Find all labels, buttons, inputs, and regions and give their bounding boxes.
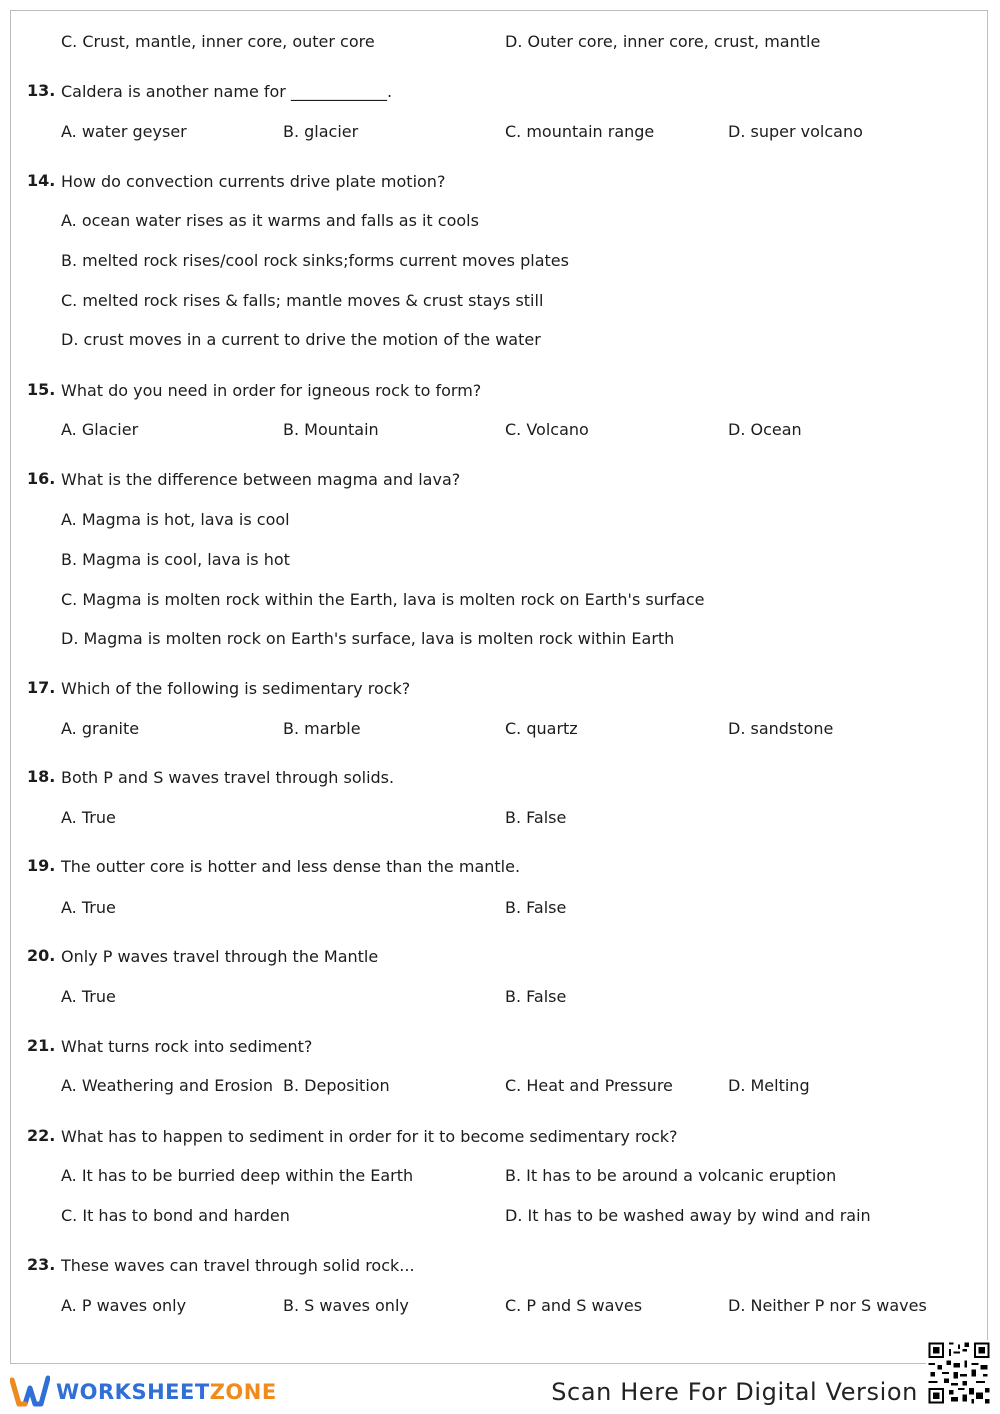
question-text: These waves can travel through solid rock... — [61, 1256, 415, 1275]
option-d: D. Neither P nor S waves — [728, 1296, 927, 1315]
question-number: 15. — [27, 380, 56, 399]
logo-wordmark — [56, 1380, 277, 1404]
option-b: B. melted rock rises/cool rock sinks;forms current moves plates — [61, 251, 569, 270]
question-number: 18. — [27, 767, 56, 786]
option-d: D. super volcano — [728, 122, 863, 141]
option-c: C. quartz — [505, 719, 578, 738]
scan-for-digital-label: Scan Here For Digital Version — [551, 1378, 918, 1406]
option-a: A. Weathering and Erosion — [61, 1076, 274, 1095]
option-b: B. marble — [283, 719, 361, 738]
question-number: 17. — [27, 678, 56, 697]
option-b: B. S waves only — [283, 1296, 409, 1315]
option-a: A. Glacier — [61, 420, 139, 439]
option-a: A. True — [61, 987, 116, 1006]
question-number: 22. — [27, 1126, 56, 1145]
question-number: 23. — [27, 1255, 56, 1274]
question-number: 16. — [27, 469, 56, 488]
option-b: B. Magma is cool, lava is hot — [61, 550, 290, 569]
option-b: B. False — [505, 898, 567, 917]
option-a: A. It has to be burried deep within the Earth — [61, 1166, 414, 1185]
option-b: B. glacier — [283, 122, 359, 141]
option-c: C. Crust, mantle, inner core, outer core — [61, 32, 375, 51]
option-c: C. mountain range — [505, 122, 655, 141]
question-text: Only P waves travel through the Mantle — [61, 947, 379, 966]
question-text: Which of the following is sedimentary rock? — [61, 679, 411, 698]
option-c: C. P and S waves — [505, 1296, 643, 1315]
qr-code-icon[interactable] — [926, 1340, 992, 1406]
option-a: A. Magma is hot, lava is cool — [61, 510, 290, 529]
option-a: A. True — [61, 808, 116, 827]
question-number: 19. — [27, 856, 56, 875]
question-text: Both P and S waves travel through solids. — [61, 768, 395, 787]
option-b: B. Deposition — [283, 1076, 390, 1095]
question-number: 21. — [27, 1036, 56, 1055]
option-c: C. melted rock rises & falls; mantle moves & crust stays still — [61, 291, 544, 310]
question-text: What turns rock into sediment? — [61, 1037, 313, 1056]
option-b: B. It has to be around a volcanic eruption — [505, 1166, 837, 1185]
option-b: B. False — [505, 987, 567, 1006]
w-check-icon — [10, 1374, 50, 1410]
option-d: D. Outer core, inner core, crust, mantle — [505, 32, 821, 51]
question-text: How do convection currents drive plate motion? — [61, 172, 446, 191]
question-text: What is the difference between magma and lava? — [61, 470, 461, 489]
question-text: Caldera is another name for ____________. — [61, 82, 393, 101]
option-c: C. Heat and Pressure — [505, 1076, 673, 1095]
option-d: D. crust moves in a current to drive the motion of the water — [61, 330, 541, 349]
option-d: D. Ocean — [728, 420, 802, 439]
worksheet-zone-logo[interactable] — [10, 1374, 277, 1410]
question-text: What has to happen to sediment in order for it to become sedimentary rock? — [61, 1127, 678, 1146]
question-number: 13. — [27, 81, 56, 100]
option-a: A. ocean water rises as it warms and falls as it cools — [61, 211, 479, 230]
option-c: C. Magma is molten rock within the Earth, lava is molten rock on Earth's surface — [61, 590, 705, 609]
option-a: A. granite — [61, 719, 140, 738]
logo-word-zone: ZONE — [209, 1380, 277, 1404]
option-b: B. Mountain — [283, 420, 379, 439]
option-c: C. Volcano — [505, 420, 589, 439]
option-a: A. True — [61, 898, 116, 917]
question-number: 14. — [27, 171, 56, 190]
option-d: D. It has to be washed away by wind and rain — [505, 1206, 871, 1225]
option-d: D. Magma is molten rock on Earth's surface, lava is molten rock within Earth — [61, 629, 675, 648]
question-text: The outter core is hotter and less dense than the mantle. — [61, 857, 521, 876]
logo-word-worksheet: WORKSHEET — [56, 1380, 210, 1404]
option-d: D. sandstone — [728, 719, 834, 738]
question-number: 20. — [27, 946, 56, 965]
question-text: What do you need in order for igneous rock to form? — [61, 381, 482, 400]
option-c: C. It has to bond and harden — [61, 1206, 290, 1225]
option-d: D. Melting — [728, 1076, 810, 1095]
option-a: A. P waves only — [61, 1296, 187, 1315]
option-b: B. False — [505, 808, 567, 827]
option-a: A. water geyser — [61, 122, 187, 141]
